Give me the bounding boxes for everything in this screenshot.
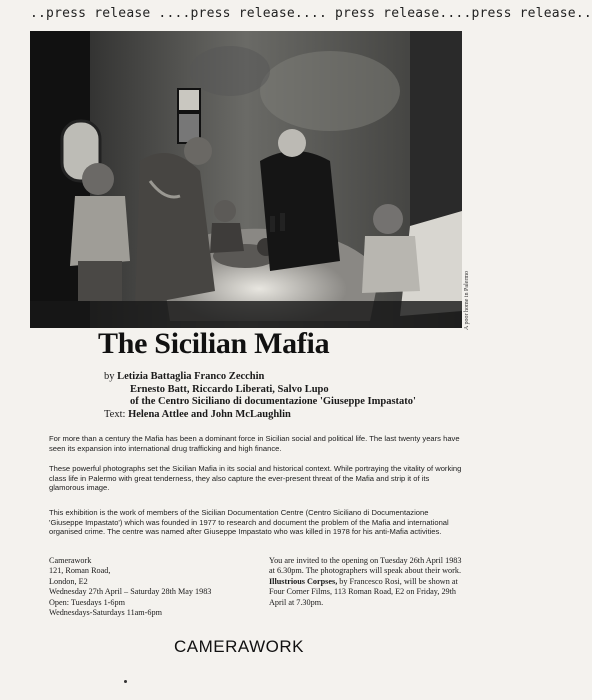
text-authors: Helena Attlee and John McLaughlin (128, 408, 291, 420)
venue-name: Camerawork (49, 556, 92, 565)
about-paragraph: This exhibition is the work of members of the Sicilian Documentation Centre (Centro Siciliano di Documentazione 'Giuseppe Impastato') which was founded in 1977 to research and document the problem of the Mafia and international organised crime. The centre was named after Giuseppe Impastato who was killed in 1978 for his anti-Mafia activities. (49, 508, 449, 537)
by-label: by (104, 371, 115, 382)
invitation-text (269, 556, 469, 608)
page-title: The Sicilian Mafia (98, 327, 330, 360)
invite-opening: You are invited to the opening on Tuesday 26th April 1983 at 6.30pm. The photographers will speak about their work. (269, 556, 462, 576)
credits-authors-line (104, 371, 416, 384)
venue-city: London, E2 (49, 576, 88, 586)
credits-block (104, 371, 416, 421)
press-release-banner: ..press release ....press release.... press release....press release.. (30, 6, 592, 21)
opening-hours-tuesday: Open: Tuesdays 1-6pm (49, 597, 125, 607)
venue-street: 121, Roman Road, (49, 566, 111, 576)
photo-caption: A poor home in Palermo (464, 271, 470, 330)
credits-contributors: Ernesto Batt, Riccardo Liberati, Salvo Lupo (130, 383, 329, 395)
credits-text-line (104, 409, 416, 422)
film-title: Illustrious Corpses, (269, 576, 338, 586)
camerawork-logo: CAMERAWORK (174, 637, 304, 656)
intro-paragraph: For more than a century the Mafia has been a dominant force in Sicilian social and political life. The last twenty years have seen its expansion into international drug trafficking and high finance. (49, 434, 460, 453)
context-paragraph: These powerful photographs set the Sicilian Mafia in its social and historical context. While portraying the vitality of working class life in Palermo with great tenderness, they also capture the ever-present threat of the Mafia and strip it of its glamorous image. (49, 464, 462, 493)
punch-mark (124, 680, 127, 683)
opening-hours-weekdays: Wednesdays-Saturdays 11am-6pm (49, 608, 162, 618)
exhibition-photo (30, 31, 462, 328)
venue-address (49, 556, 259, 618)
main-authors: Letizia Battaglia Franco Zecchin (117, 371, 265, 382)
credits-affiliation: of the Centro Siciliano di documentazione 'Giuseppe Impastato' (130, 396, 416, 407)
text-label: Text: (104, 408, 126, 420)
exhibition-dates: Wednesday 27th April – Saturday 28th May 1983 (49, 587, 212, 597)
invite-screening: by Francesco Rosi, will be shown at Four Corner Films, 113 Roman Road, E2 on Friday, 29th April at 7.30pm. (269, 576, 458, 607)
